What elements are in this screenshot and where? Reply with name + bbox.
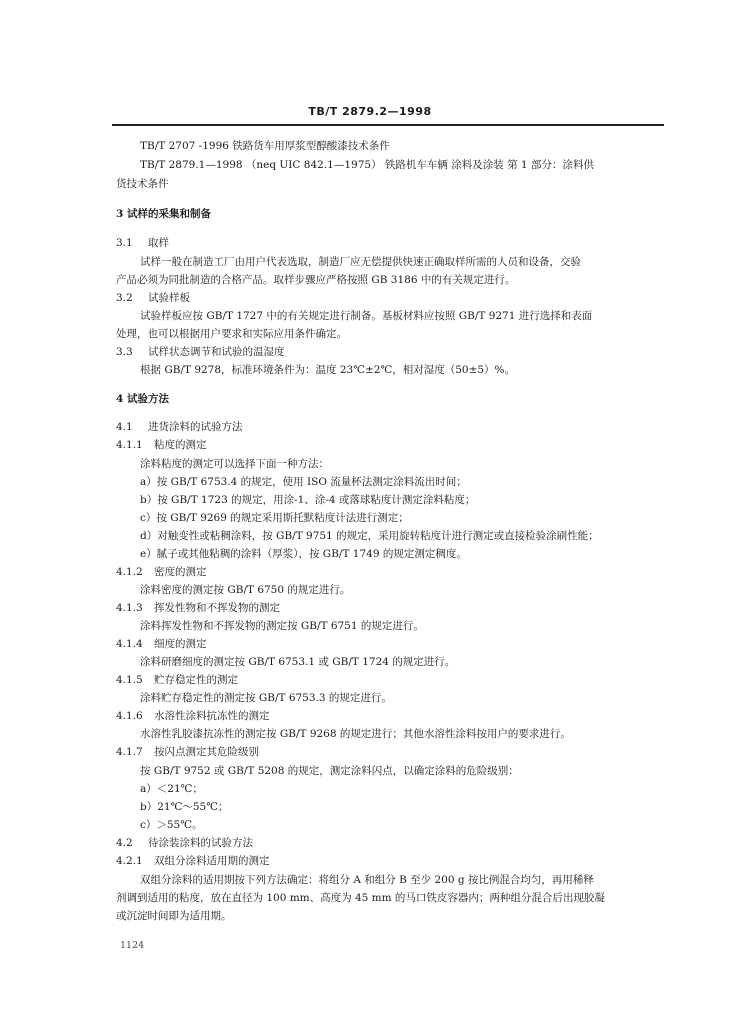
paragraph-line: 产品必须为同批制造的合格产品。取样步骤应严格按照 GB 3186 中的有关规定进行。	[116, 274, 516, 286]
section-title: 粘度的测定	[154, 439, 207, 451]
subsection-heading	[116, 565, 207, 579]
section-number: 4.1.7	[116, 746, 143, 758]
section-number: 4.1.5	[116, 674, 143, 686]
reference-line: TB/T 2707 -1996 铁路货车用厚浆型醇酸漆技术条件	[140, 140, 390, 152]
section-number: 3.1	[116, 237, 133, 249]
paragraph-line: 或沉淀时间即为适用期。	[116, 910, 232, 922]
section-number: 4.1.2	[116, 566, 143, 578]
list-item: b）按 GB/T 1723 的规定，用涂-1、涂-4 或落球粘度计测定涂料粘度；	[140, 494, 476, 506]
section-title: 待涂装涂料的试验方法	[148, 837, 253, 849]
section-title: 密度的测定	[154, 566, 207, 578]
subsection-heading	[116, 601, 280, 615]
page-number: 1124	[120, 940, 145, 951]
list-item: e）腻子或其他粘稠的涂料（厚浆），按 GB/T 1749 的规定测定稠度。	[140, 548, 467, 560]
section-title: 挥发性物和不挥发物的测定	[154, 602, 280, 614]
section-number: 4.1.1	[116, 439, 143, 451]
subsection-heading	[116, 745, 259, 759]
list-item: d）对触变性或粘稠涂料，按 GB/T 9751 的规定，采用旋转粘度计进行测定或直接检验涂刷性能；	[140, 530, 599, 542]
list-item: c）＞55℃。	[140, 819, 203, 831]
header-rule	[112, 124, 664, 126]
paragraph-line: 涂料粘度的测定可以选择下面一种方法：	[140, 458, 329, 470]
section-number: 4.1.6	[116, 710, 143, 722]
section-number: 3.3	[116, 346, 133, 358]
section-number: 4.1.4	[116, 638, 143, 650]
paragraph-line: 双组分涂料的适用期按下列方法确定：将组分 A 和组分 B 至少 200 g 按比例混合均匀，再用稀释	[140, 874, 594, 886]
paragraph-line: 涂料研磨细度的测定按 GB/T 6753.1 或 GB/T 1724 的规定进行。	[140, 656, 456, 668]
paragraph-line: 根据 GB/T 9278，标准环境条件为：温度 23℃±2℃，相对湿度（50±5）%。	[140, 364, 516, 376]
subsection-heading	[116, 836, 253, 850]
section-number: 4.1	[116, 421, 133, 433]
list-item: c）按 GB/T 9269 的规定采用斯托默粘度计法进行测定；	[140, 512, 409, 524]
section-number: 4.2	[116, 837, 133, 849]
paragraph-line: 按 GB/T 9752 或 GB/T 5208 的规定，测定涂料闪点，以确定涂料的危险级别：	[140, 765, 519, 777]
paragraph-line: 水溶性乳胶漆抗冻性的测定按 GB/T 9268 的规定进行；其他水溶性涂料按用户的要求进行。	[140, 728, 571, 740]
section-heading: 3 试样的采集和制备	[116, 208, 211, 220]
subsection-heading	[116, 345, 285, 359]
section-title: 取样	[148, 237, 169, 249]
section-title: 试验样板	[148, 292, 190, 304]
paragraph-line: 试样一般在制造工厂由用户代表选取，制造厂应无偿提供快速正确取样所需的人员和设备，交验	[140, 256, 581, 268]
section-number: 4.1.3	[116, 602, 143, 614]
section-title: 水溶性涂料抗冻性的测定	[154, 710, 270, 722]
paragraph-line: 试验样板应按 GB/T 1727 中的有关规定进行制备。基板材料应按照 GB/T 9271 进行选择和表面	[140, 310, 593, 322]
paragraph-line: 涂料挥发性物和不挥发物的测定按 GB/T 6751 的规定进行。	[140, 620, 424, 632]
list-item: a）按 GB/T 6753.4 的规定，使用 ISO 流量杯法测定涂料流出时间；	[140, 476, 467, 488]
subsection-heading	[116, 637, 207, 651]
paragraph-line: 涂料贮存稳定性的测定按 GB/T 6753.3 的规定进行。	[140, 692, 392, 704]
running-header: TB/T 2879.2—1998	[308, 105, 432, 118]
subsection-heading	[116, 420, 243, 434]
section-title: 细度的测定	[154, 638, 207, 650]
list-item: b）21℃～55℃；	[140, 801, 229, 813]
section-title: 按闪点测定其危险级别	[154, 746, 259, 758]
paragraph-line: 处理，也可以根据用户要求和实际应用条件确定。	[116, 328, 347, 340]
paragraph-line: 涂料密度的测定按 GB/T 6750 的规定进行。	[140, 584, 351, 596]
paragraph-line: 剂调到适用的粘度，放在直径为 100 mm、高度为 45 mm 的马口铁皮容器内；两种组分混合后出现胶凝	[116, 892, 605, 904]
subsection-heading	[116, 438, 207, 452]
list-item: a）＜21℃；	[140, 783, 203, 795]
section-heading: 4 试验方法	[116, 393, 169, 405]
subsection-heading	[116, 291, 190, 305]
reference-line: 货技术条件	[116, 178, 169, 190]
section-title: 双组分涂料适用期的测定	[154, 855, 270, 867]
subsection-heading	[116, 673, 238, 687]
reference-line: TB/T 2879.1—1998 （neq UIC 842.1—1975） 铁路机车车辆 涂料及涂装 第 1 部分：涂料供	[140, 159, 594, 171]
section-title: 进货涂料的试验方法	[148, 421, 243, 433]
subsection-heading	[116, 854, 270, 868]
subsection-heading	[116, 236, 169, 250]
section-number: 3.2	[116, 292, 133, 304]
section-number: 4.2.1	[116, 855, 143, 867]
section-title: 贮存稳定性的测定	[154, 674, 238, 686]
section-title: 试样状态调节和试验的温湿度	[148, 346, 285, 358]
subsection-heading	[116, 709, 270, 723]
